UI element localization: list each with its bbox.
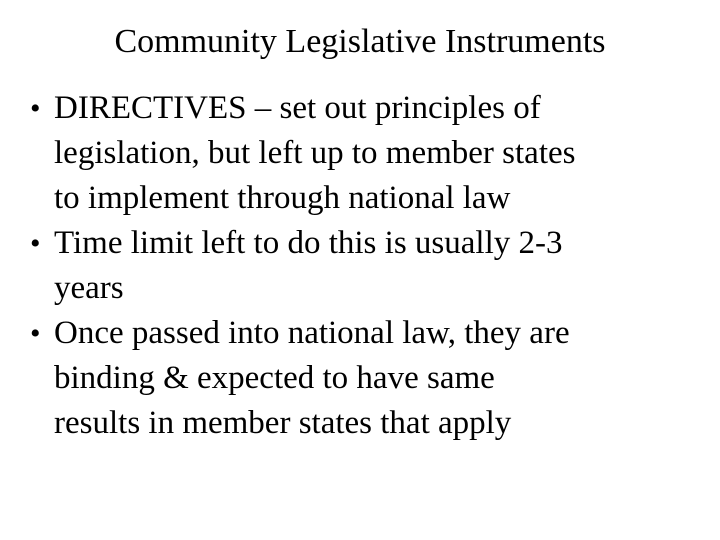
bullet-line: results in member states that apply [54,405,512,441]
bullet-line: years [54,270,124,306]
bullet-line: to implement through national law [54,180,511,216]
bullet-line: Once passed into national law, they are [54,315,570,351]
bullet-item-time-limit [30,221,710,311]
bullet-dot-icon: • [30,317,41,350]
bullet-line: Time limit left to do this is usually 2-3 [54,225,563,261]
bullet-item-directives [30,86,710,221]
slide-title: Community Legislative Instruments [114,23,606,60]
bullet-line: legislation, but left up to member states [54,135,576,171]
bullet-line: binding & expected to have same [54,360,495,396]
bullet-list [30,86,710,446]
bullet-item-binding [30,311,710,446]
bullet-dot-icon: • [30,92,41,125]
bullet-line: DIRECTIVES – set out principles of [54,90,541,126]
bullet-dot-icon: • [30,227,41,260]
